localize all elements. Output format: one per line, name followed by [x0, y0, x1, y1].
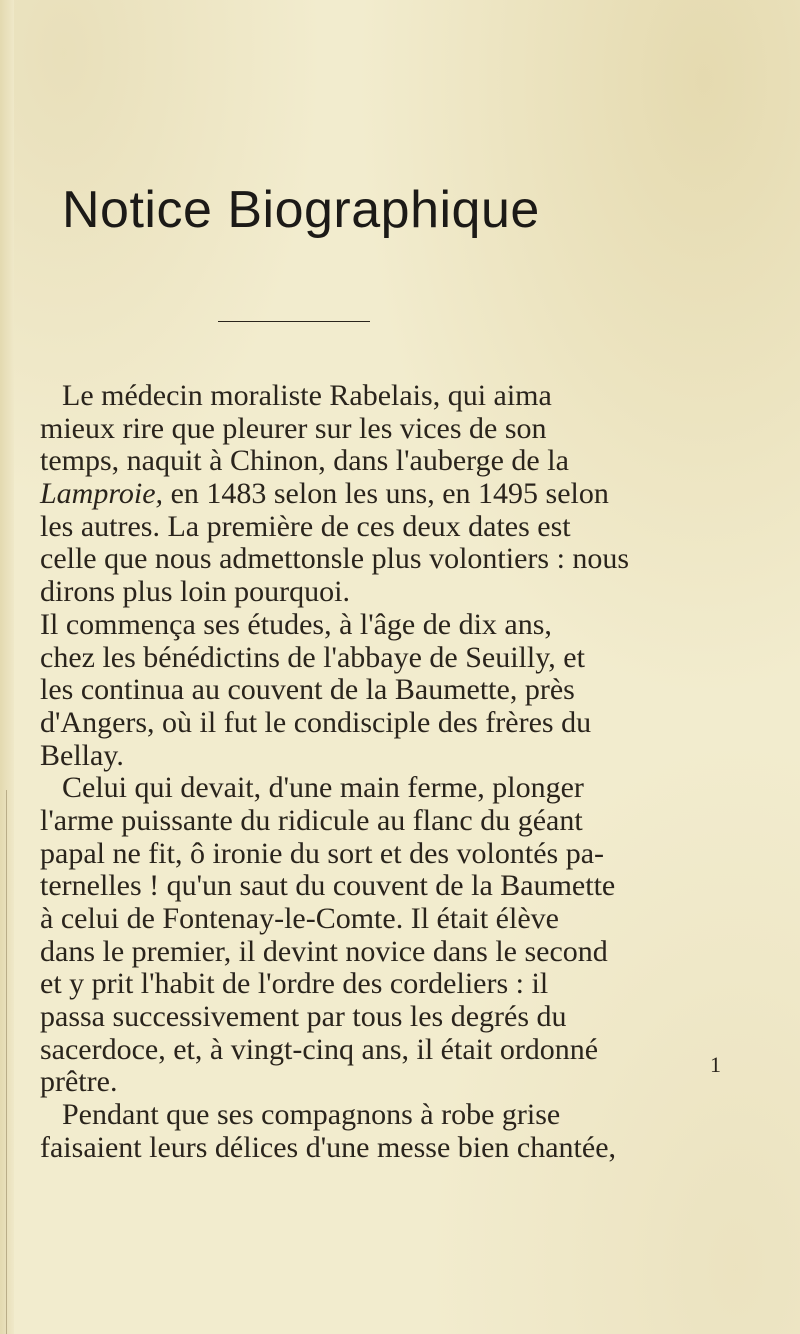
text-line: faisaient leurs délices d'une messe bien chantée,: [40, 1130, 617, 1164]
body-text: [40, 380, 760, 1165]
page-binding-edge: [0, 0, 14, 1334]
text-line: Le médecin moraliste Rabelais, qui aima: [62, 379, 552, 412]
text-line: Il commença ses études, à l'âge de dix ans,: [40, 607, 552, 641]
text-line: dans le premier, il devint novice dans le second: [40, 934, 608, 968]
text-line: temps, naquit à Chinon, dans l'auberge de la: [40, 444, 569, 478]
text-line: et y prit l'habit de l'ordre des cordeliers : il: [40, 967, 549, 1001]
text-line-with-italic: [40, 478, 760, 511]
text-line: celle que nous admettonsle plus volontiers : nous: [40, 542, 630, 576]
text-line: Celui qui devait, d'une main ferme, plonger: [62, 771, 584, 805]
text-line: papal ne fit, ô ironie du sort et des volontés pa-: [40, 836, 605, 870]
text-line: prêtre.: [40, 1065, 118, 1099]
text-line: d'Angers, où il fut le condisciple des frères du: [40, 705, 592, 739]
page-title: Notice Biographique: [62, 181, 540, 239]
text-line: sacerdoce, et, à vingt-cinq ans, il était ordonné: [40, 1032, 599, 1066]
text-fragment: en 1483 selon les uns, en 1495 selon: [163, 477, 609, 511]
text-line: les autres. La première de ces deux dates est: [40, 509, 571, 543]
text-line: les continua au couvent de la Baumette, près: [40, 673, 575, 707]
text-line: à celui de Fontenay-le-Comte. Il était élève: [40, 902, 559, 935]
text-line: Bellay.: [40, 738, 124, 772]
binding-crease-line: [6, 790, 7, 1334]
text-line: ternelles ! qu'un saut du couvent de la Baumette: [40, 869, 616, 903]
text-line: Pendant que ses compagnons à robe grise: [62, 1098, 561, 1132]
title-divider: [218, 321, 370, 322]
text-line: mieux rire que pleurer sur les vices de son: [40, 411, 547, 445]
text-line: passa successivement par tous les degrés du: [40, 1000, 567, 1034]
text-line: l'arme puissante du ridicule au flanc du géant: [40, 803, 583, 837]
text-line: chez les bénédictins de l'abbaye de Seuilly, et: [40, 640, 585, 674]
page-number: 1: [710, 1052, 721, 1077]
text-line: dirons plus loin pourquoi.: [40, 575, 351, 609]
italic-word: Lamproie,: [40, 477, 164, 511]
